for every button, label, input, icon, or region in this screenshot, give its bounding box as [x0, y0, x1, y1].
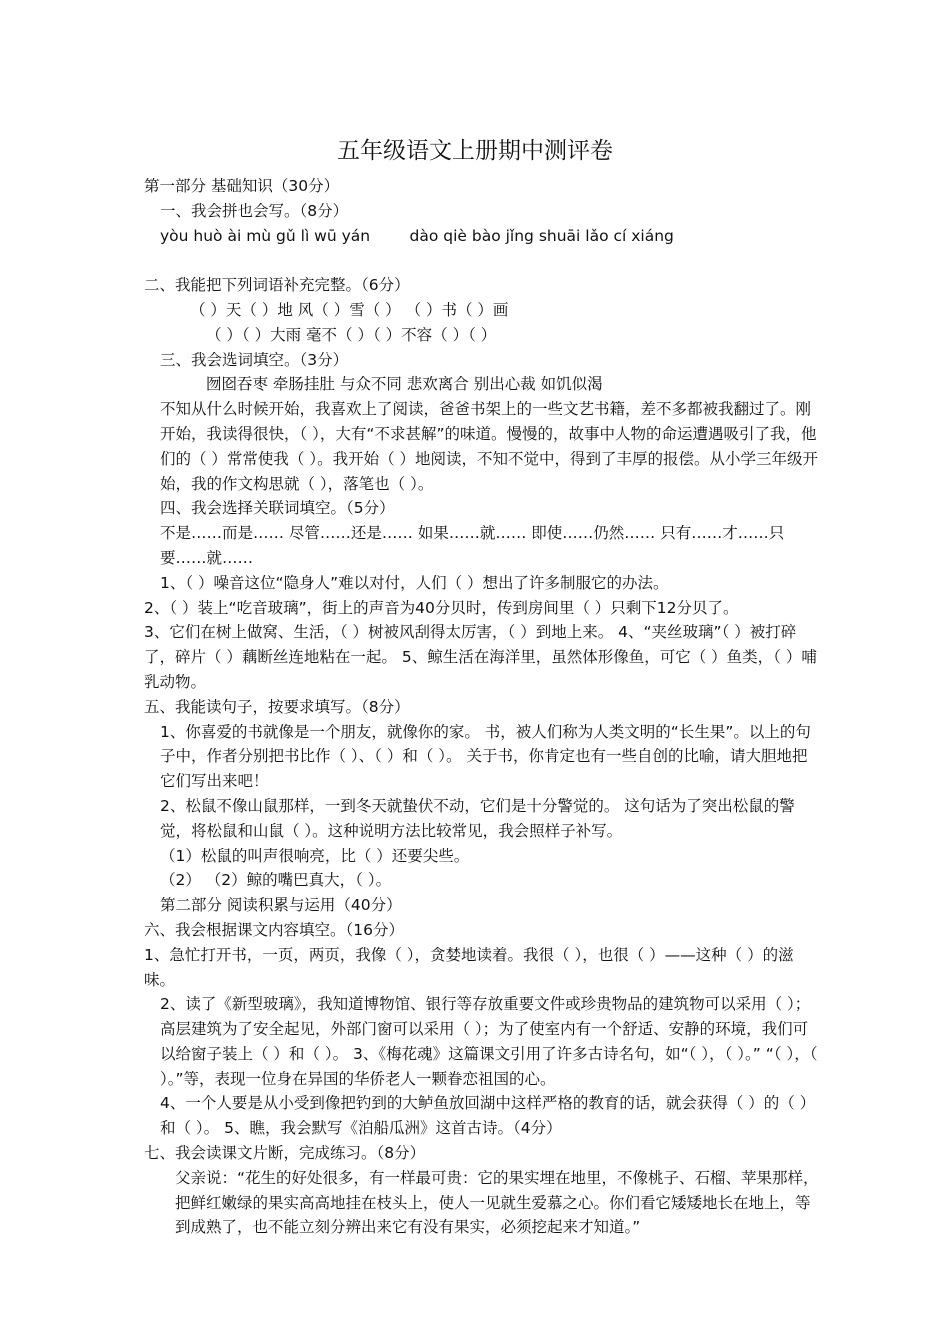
reading-passage: 不知从什么时候开始，我喜欢上了阅读，爸爸书架上的一些文艺书籍，差不多都被我翻过了。刚开始，我读得很快，（ ），大有“不求甚解”的味道。慢慢的，故事中人物的命运遭遇吸引了我，他们的（ ）常常使我（ ）。我开始（ ）地阅读，不知不觉中，得到了丰厚的报偿。从小学三年级开始，我的作文构思就（ ），落笔也（ ）。: [160, 400, 819, 493]
word-choices: 囫囵吞枣 牵肠挂肚 与众不同 悲欢离合 别出心裁 如饥似渴: [206, 375, 603, 394]
conjunction-question-1: 1、（ ）噪音这位“隐身人”难以对付，人们（ ）想出了许多制服它的办法。: [160, 573, 669, 592]
sentence-question-2: 2、松鼠不像山鼠那样，一到冬天就蛰伏不动，它们是十分警觉的。 这句话为了突出松鼠的警觉，将松鼠和山鼠（ ）。这种说明方法比较常见，我会照样子补写。: [160, 796, 795, 840]
section-3-heading: 三、我会选词填空。（3分）: [160, 350, 349, 369]
section-7-heading: 七、我会读课文片断，完成练习。（8分）: [144, 1144, 426, 1163]
conjunction-question-3-5: 3、它们在树上做窝、生活，（ ）树被风刮得太厉害，（ ）到地上来。 4、“夹丝玻璃”（ ）被打碎了，碎片（ ）藕断丝连地粘在一起。 5、鲸生活在海洋里，虽然体形像鱼，可它（ ）鱼类，（ ）哺乳动物。: [144, 623, 817, 691]
recall-question-1: 1、急忙打开书，一页，两页，我像（ ），贪婪地读着。我很（ ），也很（ ）——这种（ ）的滋味。: [144, 945, 794, 989]
section-2-heading: 二、我能把下列词语补充完整。（6分）: [144, 276, 410, 295]
recall-question-4-5: 4、一个人要是从小受到像把钓到的大鲈鱼放回湖中这样严格的教育的话，就会获得（ ）的（ ）和（ ）。 5、瞧，我会默写《泊船瓜洲》这首古诗。（4分）: [160, 1094, 816, 1138]
section-6-heading: 六、我会根据课文内容填空。（16分）: [144, 920, 404, 939]
idiom-fill-line-1: （ ）天（ ）地 风（ ）雪（ ） （ ）书（ ）画: [190, 300, 509, 319]
exam-title: 五年级语文上册期中测评卷: [337, 138, 613, 164]
excerpt-passage: 父亲说：“花生的好处很多，有一样最可贵：它的果实埋在地里，不像桃子、石榴、苹果那样，把鲜红嫩绿的果实高高地挂在枝头上，使人一见就生爱慕之心。你们看它矮矮地长在地上，等到成熟了，也不能立刻分辨出来它有没有果实，必须挖起来才知道。”: [175, 1168, 819, 1237]
sentence-sub-2: （2） （2）鲸的嘴巴真大，（ ）。: [160, 871, 392, 890]
part-two-heading: 第二部分 阅读积累与运用（40分）: [160, 896, 402, 915]
section-4-heading: 四、我会选择关联词填空。（5分）: [160, 499, 395, 518]
idiom-fill-line-2: （ ）（ ）大雨 毫不（ ）（ ）不容（ ）（ ）: [206, 325, 497, 344]
part-one-heading: 第一部分 基础知识（30分）: [144, 177, 340, 195]
pinyin-line: yòu huò ài mù gǔ lì wū yán dào qiè bào jǐng shuāi lǎo cí xiáng: [160, 226, 674, 245]
section-1-heading: 一、我会拼也会写。（8分）: [160, 201, 349, 220]
exam-content: [144, 174, 819, 1240]
conjunction-choices: 不是……而是…… 尽管……还是…… 如果……就…… 即使……仍然…… 只有……才……只要……就……: [160, 524, 785, 567]
blank-line: [144, 248, 819, 273]
section-5-heading: 五、我能读句子，按要求填写。（8分）: [144, 697, 410, 716]
conjunction-question-2: 2、（ ）装上“吃音玻璃”，街上的声音为40分贝时，传到房间里（ ）只剩下12分贝了。: [144, 598, 739, 617]
sentence-question-1: 1、你喜爱的书就像是一个朋友，就像你的家。 书，被人们称为人类文明的“长生果”。以上的句子中，作者分别把书比作（ ）、（ ）和（ ）。 关于书，你肯定也有一些自创的比喻，请大胆地把它们写出来吧！: [160, 722, 811, 791]
recall-question-2-3: 2、读了《新型玻璃》，我知道博物馆、银行等存放重要文件或珍贵物品的建筑物可以采用（ ）；高层建筑为了安全起见，外部门窗可以采用（ ）；为了使室内有一个舒适、安静的环境，我们可以给窗子装上（ ）和（ ）。 3、《梅花魂》这篇课文引用了许多古诗名句，如“（ ），（ ）。” “（ ），（ ）。”等，表现一位身在异国的华侨老人一颗眷恋祖国的心。: [160, 995, 818, 1088]
sentence-sub-1: （1）松鼠的叫声很响亮，比（ ）还要尖些。: [160, 846, 470, 865]
